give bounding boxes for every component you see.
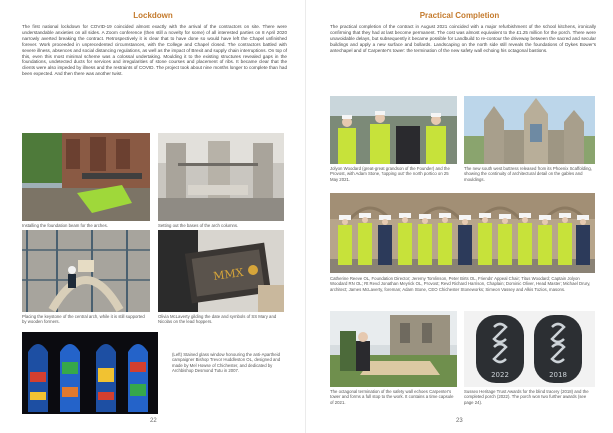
caption-r2: The new south west buttress released from its Phoenix Scaffolding, showing the continuity of architectural detail on the gables and mouldings. (464, 166, 592, 182)
photo-octagonal-wall (330, 311, 457, 387)
caption-2: Setting out the bases of the arch columns. (158, 223, 239, 228)
left-page (0, 0, 306, 433)
photo-buttress (464, 96, 595, 164)
caption-r1: Jolyon Woodard (great-great grandson of the Founder) and the Provost, with Adam Stone, 'topping out' the north portico on 25 May 2021. (330, 166, 450, 182)
body-paragraph: The first national lockdown for COVID-19 coincided almost exactly with the arrival of the contractors on site. There were understandable anxieties on all sides. A Zoom conference (then still a novelty for some) of all interested parties on 8 April 2020 narrowly averted breaking the contract. Retrospectively it is clear that to have done so would have left the Chapel unfinished forever. Work proceeded in unprecedented circumstances, with the College and Chapel closed. The contractors battled with severe illness, absences and social distancing regulations, as well as the impact of Brexit and supply chain interruptions. On top of this, even this most minimal scheme was a colossal undertaking. Moulding it to the existing structures revealed gaps in the foundations, undetected ducts for services and irregularities of stone courses and placement of ribs. It became clear that the clients were also impeded by illness and the restraints of COVID. The project took about nine months longer to complete than had been expected. And then there was another twist. (22, 24, 287, 77)
award-year-right: 2018 (549, 371, 567, 379)
photo-awards (464, 311, 595, 387)
photo-gilding-hoppers (158, 230, 284, 312)
photo-keystone (22, 230, 150, 312)
caption-r5: Sussex Heritage Trust Awards for the blind tracery (2018) and the completed porch (2022). The porch won two further awards (see page 24). (464, 389, 589, 405)
page-number: 22 (150, 418, 157, 424)
right-page (306, 0, 613, 433)
caption-4: Olivia McLaverty gilding the date and symbols of SS Mary and Nicolas on the lead hoppers. (158, 314, 277, 325)
caption-3: Placing the keystone of the central arch, while it is still supported by wooden formers. (22, 314, 145, 325)
caption-r4: The octagonal termination of the safety wall echoes Carpenter's tower and forms a full stop to the work. It contains a time capsule of 2021. (330, 389, 454, 405)
photo-foundation-beam (22, 133, 150, 221)
caption-r3: Catherine Reeve OL, Foundation Director; Jeremy Tomlinson, Peter Birts OL, Friends' Appeal Chair; Titus Woodard; Captain Jolyon Woodard RN OL; Rt Revd Jonathan Meyrick OL, Provost; Revd Richard Harrison, Chaplain; Dominic Oliver, Head Master; Michael Drury, architect; James McLaverty, foreman; Adam Stone, CEO Chichester Stoneworks; Simeon Vassey and Alkis Tozios, masons. (330, 276, 591, 292)
photo-group (330, 193, 595, 273)
page-heading: Lockdown (133, 11, 173, 20)
photo-topping-out (330, 96, 457, 164)
award-plaque-right (534, 315, 582, 383)
caption-1: Installing the foundation beam for the arches. (22, 223, 108, 228)
photo-stained-glass (22, 332, 158, 414)
hopper-date-text: MMX (212, 265, 245, 284)
award-plaque-left (476, 315, 524, 383)
page-number: 23 (456, 418, 463, 424)
award-year-left: 2022 (491, 371, 509, 379)
photo-arch-columns (158, 133, 284, 221)
body-paragraph: The practical completion of the contract in August 2021 coincided with a major refurbishment of the school kitchens, ironically confirming that they had at last become permanent. The cost was almost equivalent to the £1.25 million for the porch. There were unavoidable delays, but subsequently it became possible for Landbuild to re-contour the driveway between the sacred and secular buildings and apply a new surface and bollards. Landscaping on the north side still reveals the foundations of Dykes Bower's antechapel and of Carpenter's tower: the termination of the new safety wall echoing his octagonal bastions. (330, 24, 596, 53)
page-heading: Practical Completion (419, 11, 500, 20)
caption-5: (Left) Stained glass window honouring the anti-Apartheid campaigner Bishop Trevor Huddleston OL, designed and made by Mel Howse of Chichester, and dedicated by Archbishop Desmond Tutu in 2007. (172, 352, 281, 374)
